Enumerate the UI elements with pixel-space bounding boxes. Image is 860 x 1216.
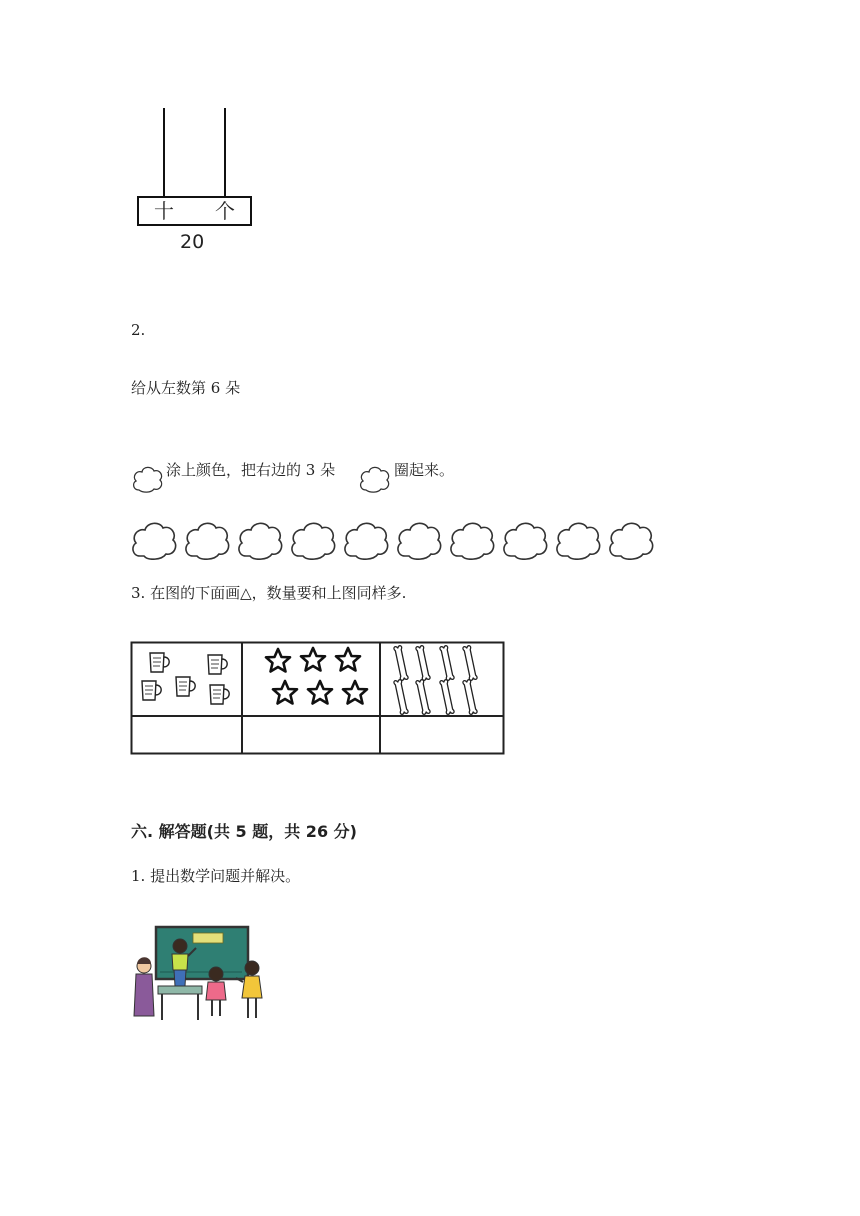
section-6-question-1: 1. 提出数学问题并解决。 bbox=[131, 867, 301, 885]
question-2-line1: 给从左数第 6 朵 bbox=[131, 379, 241, 397]
cloud-flower-icon bbox=[504, 523, 547, 559]
cloud-flower-icon bbox=[610, 523, 653, 559]
question-3-prompt: 3. 在图的下面画△，数量要和上图同样多. bbox=[131, 584, 407, 602]
question-2-number: 2. bbox=[131, 321, 146, 339]
cloud-flower-icon bbox=[451, 523, 494, 559]
cloud-flower-icon bbox=[557, 523, 600, 559]
cloud-flower-icon bbox=[345, 523, 388, 559]
cloud-flower-icon bbox=[186, 523, 229, 559]
abacus-figure bbox=[130, 100, 260, 260]
abacus-frame bbox=[130, 100, 260, 230]
question-2-text-a: 涂上颜色，把右边的 3 朵 bbox=[166, 461, 336, 479]
cloud-flower-icon bbox=[358, 464, 392, 494]
cloud-flower-icon bbox=[239, 523, 282, 559]
abacus-value: 20 bbox=[180, 231, 205, 253]
counting-table bbox=[130, 641, 510, 757]
cloud-flower-icon bbox=[398, 523, 441, 559]
question-2-text-b: 圈起来。 bbox=[394, 461, 455, 479]
abacus-ones-label: 个 bbox=[215, 199, 235, 223]
cloud-flower-icon bbox=[133, 523, 176, 559]
section-6-heading: 六. 解答题(共 5 题，共 26 分) bbox=[131, 822, 357, 841]
abacus-tens-label: 十 bbox=[154, 199, 174, 223]
flower-row bbox=[130, 518, 670, 560]
cloud-flower-icon bbox=[292, 523, 335, 559]
children-at-blackboard-illustration bbox=[130, 924, 270, 1024]
cloud-flower-icon bbox=[131, 464, 165, 494]
